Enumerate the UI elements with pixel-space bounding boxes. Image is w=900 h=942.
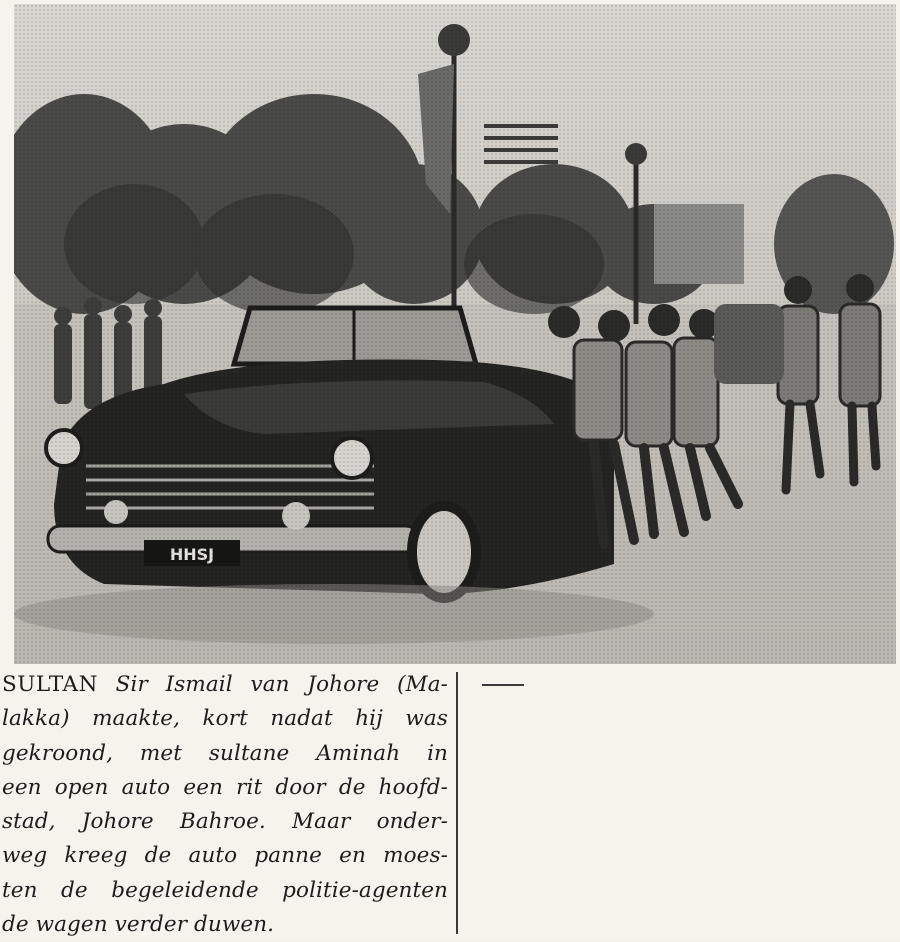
caption-line: weg kreeg de auto panne en moes- bbox=[2, 843, 448, 869]
caption-line: ten de begeleidende politie-agenten bbox=[2, 877, 448, 903]
photo-caption bbox=[2, 668, 448, 942]
caption-line: stad, Johore Bahroe. Maar onder- bbox=[2, 809, 448, 835]
caption-lead: SULTAN bbox=[2, 672, 98, 697]
caption-line: de wagen verder duwen. bbox=[2, 912, 275, 938]
photo-illustration bbox=[14, 4, 896, 664]
caption-line: gekroond, met sultane Aminah in bbox=[2, 740, 448, 766]
column-divider bbox=[456, 672, 458, 934]
caption-line-text: Sir Ismail van Johore (Ma- bbox=[97, 672, 448, 697]
news-photo bbox=[14, 4, 896, 664]
caption-line bbox=[2, 668, 448, 702]
caption-line: een open auto een rit door de hoofd- bbox=[2, 774, 448, 800]
column-rule bbox=[482, 684, 524, 686]
caption-line: lakka) maakte, kort nadat hij was bbox=[2, 706, 448, 732]
